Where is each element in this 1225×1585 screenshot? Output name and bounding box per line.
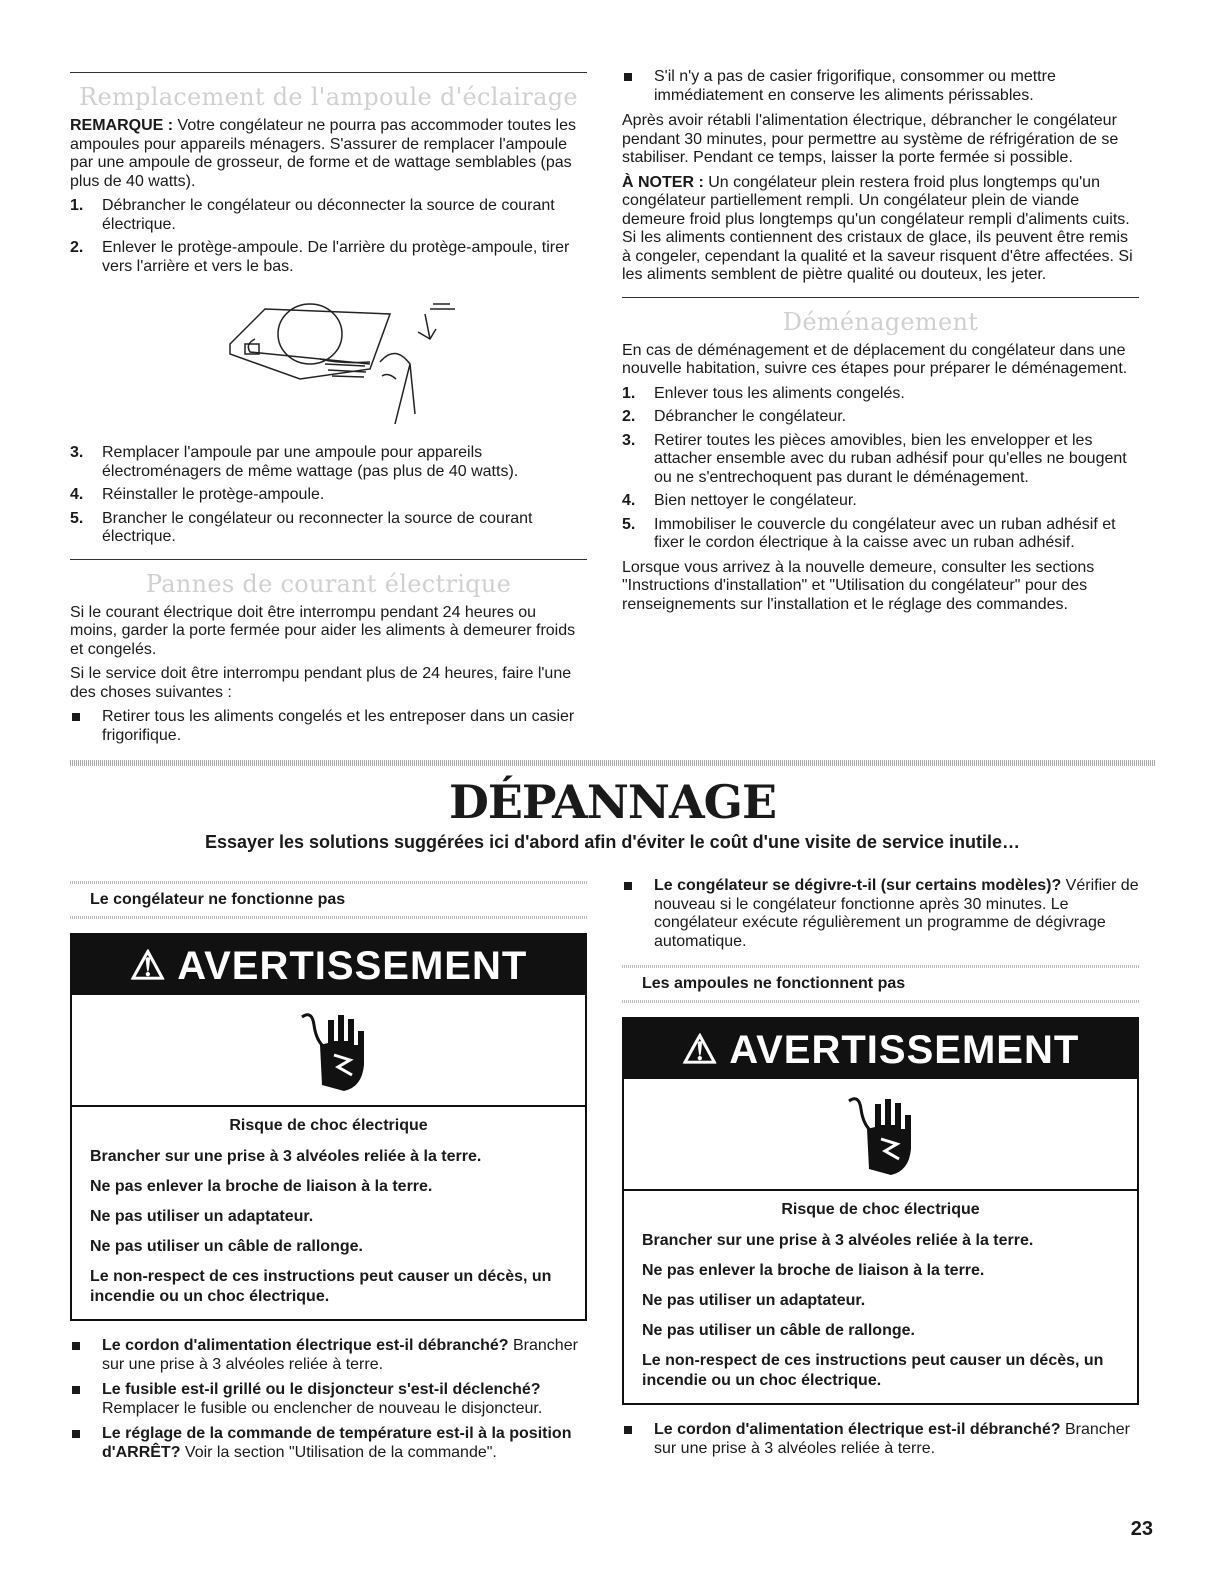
- step-number: 4.: [622, 492, 636, 509]
- issue-answer: Brancher sur une prise à 3 alvéoles reliée à terre.: [102, 1337, 578, 1373]
- step-item: [622, 408, 1139, 427]
- note-label: À NOTER :: [622, 173, 704, 191]
- power-paragraph-2: Si le service doit être interrompu pendant plus de 24 heures, faire l'une des choses suivantes :: [70, 665, 572, 701]
- restore-paragraph: Après avoir rétabli l'alimentation électrique, débrancher le congélateur pendant 30 minutes, pour permettre au système de réfrigération de se stabiliser. Pendant ce temps, laisser la porte fermée si possible.: [622, 112, 1119, 166]
- page-subtitle: Essayer les solutions suggérées ici d'abord afin d'éviter le coût d'une visite de service inutile…: [204, 832, 1021, 852]
- warning-title: AVERTISSEMENT: [729, 1028, 1080, 1072]
- step-number: 1.: [70, 197, 84, 214]
- issue-question: Le réglage de la commande de température est-il à la position d'ARRÊT?: [102, 1425, 572, 1461]
- warning-icon-area: [624, 1079, 1137, 1191]
- note-label: REMARQUE :: [70, 117, 174, 134]
- issue-question: Le cordon d'alimentation électrique est-il débranché?: [654, 1421, 1061, 1438]
- warning-risk: Risque de choc électrique: [781, 1201, 980, 1218]
- column-top-right: [622, 68, 1139, 620]
- step-number: 5.: [622, 515, 636, 533]
- warning-icon-area: [72, 995, 585, 1107]
- bulb-steps-b: [70, 444, 587, 547]
- issue-answer: Remplacer le fusible ou enclencher de nouveau le disjoncteur.: [102, 1399, 543, 1417]
- step-text: Remplacer l'ampoule par une ampoule pour appareils électroménagers de même wattage (pas plus de 40 watts).: [102, 444, 519, 480]
- bulb-cover-illustration: [70, 284, 587, 434]
- step-number: 3.: [70, 444, 84, 461]
- step-number: 5.: [70, 509, 84, 527]
- square-bullet-icon: [72, 1342, 80, 1350]
- moving-steps: [622, 385, 1139, 553]
- warning-line: Brancher sur une prise à 3 alvéoles reliée à la terre.: [642, 1232, 1034, 1249]
- issue-item: [622, 877, 1139, 951]
- issue-item: [70, 1337, 587, 1374]
- square-bullet-icon: [624, 73, 632, 81]
- column-bottom-right: [622, 877, 1139, 1465]
- warning-line: Ne pas utiliser un câble de rallonge.: [90, 1238, 363, 1255]
- step-text: Débrancher le congélateur.: [654, 408, 847, 425]
- issue-answer: Voir la section "Utilisation de la commande".: [180, 1443, 497, 1461]
- moving-outro: Lorsque vous arrivez à la nouvelle demeure, consulter les sections "Instructions d'installation" et "Utilisation du congélateur" pour des renseignements sur l'installation et le réglage des commandes.: [622, 558, 1095, 613]
- step-text: Enlever tous les aliments congelés.: [654, 384, 905, 402]
- warning-body: [72, 1107, 585, 1319]
- square-bullet-icon: [72, 1386, 80, 1394]
- step-number: 2.: [70, 239, 84, 256]
- warning-box: [622, 1017, 1139, 1405]
- issue-question: Le congélateur se dégivre-t-il (sur certains modèles)?: [654, 877, 1062, 894]
- column-bottom-left: [70, 877, 587, 1469]
- step-number: 1.: [622, 384, 636, 402]
- moving-intro: En cas de déménagement et de déplacement du congélateur dans une nouvelle habitation, suivre ces étapes pour préparer le déménagement.: [622, 341, 1128, 377]
- warning-line: Le non-respect de ces instructions peut causer un décès, un incendie ou un choc électrique.: [642, 1352, 1104, 1389]
- step-text: Enlever le protège-ampoule. De l'arrière du protège-ampoule, tirer vers l'arrière et vers le bas.: [102, 239, 570, 275]
- warning-line: Le non-respect de ces instructions peut causer un décès, un incendie ou un choc électrique.: [90, 1268, 552, 1305]
- step-item: [70, 510, 587, 547]
- step-number: 4.: [70, 486, 84, 503]
- step-item: [622, 385, 1139, 404]
- step-item: [622, 492, 1139, 511]
- issue-question: Le fusible est-il grillé ou le disjoncteur s'est-il déclenché?: [102, 1381, 541, 1398]
- section-title-moving: Déménagement: [782, 307, 979, 336]
- divider: [70, 72, 587, 73]
- step-number: 2.: [622, 408, 636, 425]
- warning-line: Ne pas enlever la broche de liaison à la terre.: [642, 1262, 985, 1279]
- warning-box: [70, 933, 587, 1321]
- divider: [70, 559, 587, 560]
- issue-answer: Vérifier de nouveau si le congélateur fonctionne après 30 minutes. Le congélateur exécute régulièrement un programme de dégivrage automatique.: [654, 877, 1139, 950]
- section-divider: [70, 760, 1155, 766]
- electric-shock-icon: [839, 1089, 919, 1179]
- step-text: Brancher le congélateur ou reconnecter la source de courant électrique.: [102, 509, 533, 545]
- step-text: Immobiliser le couvercle du congélateur avec un ruban adhésif et fixer le cordon électrique à la caisse avec un ruban adhésif.: [654, 515, 1116, 551]
- note-text: Votre congélateur ne pourra pas accommoder toutes les ampoules pour appareils ménagers. S'assurer de remplacer l'ampoule par une ampoule de grosseur, de forme et de wattage semblables (pas plus de 40 watts).: [70, 117, 577, 190]
- issue-heading: Le congélateur ne fonctionne pas: [70, 877, 587, 919]
- step-text: Débrancher le congélateur ou déconnecter la source de courant électrique.: [102, 197, 555, 233]
- page-title: DÉPANNAGE: [448, 775, 776, 829]
- step-text: Réinstaller le protège-ampoule.: [102, 486, 325, 503]
- bulb-steps-a: [70, 197, 587, 276]
- warning-line: Ne pas utiliser un adaptateur.: [642, 1292, 866, 1309]
- power-bullets-cont: [622, 68, 1139, 105]
- power-paragraph-1: Si le courant électrique doit être interrompu pendant 24 heures ou moins, garder la porte fermée pour aider les aliments à demeurer froids et congelés.: [70, 603, 576, 658]
- warning-line: Ne pas utiliser un câble de rallonge.: [642, 1322, 915, 1339]
- warning-risk: Risque de choc électrique: [229, 1117, 428, 1134]
- bullet-item: [622, 68, 1139, 105]
- warning-line: Ne pas enlever la broche de liaison à la terre.: [90, 1178, 433, 1195]
- step-item: [70, 239, 587, 276]
- bullet-text: S'il n'y a pas de casier frigorifique, consommer ou mettre immédiatement en conserve les aliments périssables.: [654, 68, 1056, 104]
- divider: [622, 297, 1139, 298]
- warning-line: Brancher sur une prise à 3 alvéoles reliée à la terre.: [90, 1148, 482, 1165]
- issue-item: [622, 1421, 1139, 1458]
- square-bullet-icon: [624, 882, 632, 890]
- warning-line: Ne pas utiliser un adaptateur.: [90, 1208, 314, 1225]
- issue-item: [70, 1425, 587, 1462]
- section-title-light-bulb: Remplacement de l'ampoule d'éclairage: [79, 83, 578, 111]
- step-item: [70, 197, 587, 234]
- square-bullet-icon: [72, 713, 80, 721]
- issue-items: [622, 1421, 1139, 1458]
- square-bullet-icon: [72, 1430, 80, 1438]
- step-item: [70, 486, 587, 505]
- section-title-power-outage: Pannes de courant électrique: [145, 569, 512, 598]
- warning-triangle-icon: ⚠: [129, 944, 167, 988]
- warning-body: [624, 1191, 1137, 1403]
- note-paragraph: [622, 174, 1139, 285]
- defrost-item-list: [622, 877, 1139, 951]
- power-bullets: [70, 708, 587, 745]
- column-top-left: [70, 60, 587, 752]
- step-text: Bien nettoyer le congélateur.: [654, 492, 857, 509]
- warning-header: [624, 1019, 1137, 1079]
- bullet-text: Retirer tous les aliments congelés et les entreposer dans un casier frigorifique.: [102, 708, 575, 744]
- step-item: [622, 516, 1139, 553]
- issue-items: [70, 1337, 587, 1462]
- note-text: Un congélateur plein restera froid plus longtemps qu'un congélateur partiellement rempli. Un congélateur plein de viande demeure froid plus longtemps qu'un congélateur rempli d'aliments cuits. Si les aliments contiennent des cristaux de glace, ils peuvent être remis à congeler, cependant la qualité et la saveur risquent d'être affectées. Si les aliments semblent de piètre qualité ou douteux, les jeter.: [622, 173, 1133, 283]
- step-number: 3.: [622, 431, 636, 449]
- warning-triangle-icon: ⚠: [681, 1028, 719, 1072]
- step-text: Retirer toutes les pièces amovibles, bien les envelopper et les attacher ensemble avec du ruban adhésif pour qu'elles ne bougent ou ne s'entrechoquent pas durant le déménagement.: [654, 431, 1127, 486]
- bullet-item: [70, 708, 587, 745]
- issue-answer: Brancher sur une prise à 3 alvéoles reliée à terre.: [654, 1421, 1130, 1457]
- electric-shock-icon: [292, 1005, 372, 1095]
- note-paragraph: [70, 117, 587, 191]
- square-bullet-icon: [624, 1426, 632, 1434]
- issue-heading: Les ampoules ne fonctionnent pas: [622, 961, 1139, 1003]
- issue-item: [70, 1381, 587, 1418]
- issue-question: Le cordon d'alimentation électrique est-il débranché?: [102, 1337, 509, 1354]
- step-item: [70, 444, 587, 481]
- warning-title: AVERTISSEMENT: [177, 944, 528, 988]
- page-number: 23: [1130, 1518, 1153, 1540]
- step-item: [622, 432, 1139, 488]
- warning-header: [72, 935, 585, 995]
